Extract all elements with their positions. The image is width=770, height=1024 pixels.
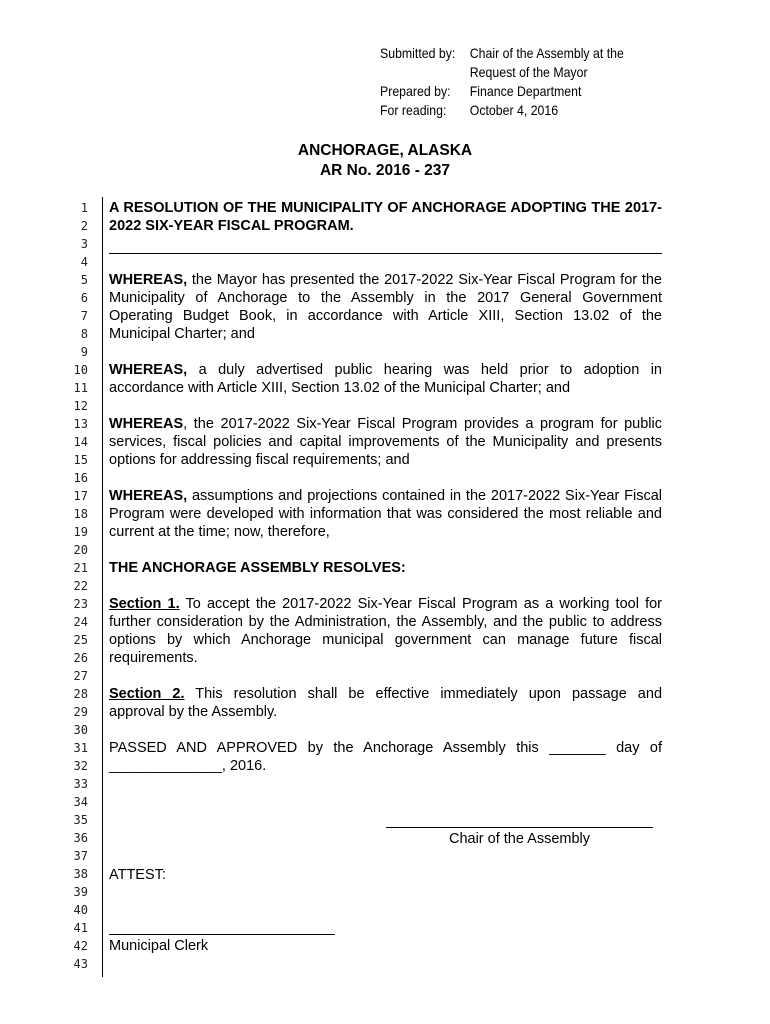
line-number: 10 xyxy=(73,363,88,377)
line-number: 31 xyxy=(73,741,88,755)
line-number: 8 xyxy=(80,327,88,341)
line-number: 14 xyxy=(73,435,88,449)
prepared-by-label: Prepared by: xyxy=(380,83,451,99)
line-number: 37 xyxy=(73,849,88,863)
whereas-1-line-1: WHEREAS, the Mayor has presented the 2017-2022 Six-Year Fiscal Program for the xyxy=(109,272,662,288)
chair-signature-line xyxy=(386,827,653,828)
clerk-signature-line xyxy=(109,934,335,935)
for-reading-label: For reading: xyxy=(380,102,447,118)
line-number: 15 xyxy=(73,453,88,467)
attest-label: ATTEST: xyxy=(109,867,166,883)
line-number: 33 xyxy=(73,777,88,791)
submission-header xyxy=(380,44,624,120)
line-number: 29 xyxy=(73,705,88,719)
line-number: 36 xyxy=(73,831,88,845)
line-number: 27 xyxy=(73,669,88,683)
submitted-by-label: Submitted by: xyxy=(380,45,456,61)
section-2-line-2: approval by the Assembly. xyxy=(109,704,278,720)
chair-label: Chair of the Assembly xyxy=(448,831,591,847)
whereas-4-line-3: current at the time; now, therefore, xyxy=(109,524,330,540)
line-number: 9 xyxy=(80,345,88,359)
line-number: 7 xyxy=(80,309,88,323)
line-number: 32 xyxy=(73,759,88,773)
whereas-1-line-2: Municipality of Anchorage to the Assembly in the 2017 General Government xyxy=(109,290,662,306)
line-number: 24 xyxy=(73,615,88,629)
whereas-3-line-1: WHEREAS, the 2017-2022 Six-Year Fiscal Program provides a program for public xyxy=(109,416,662,432)
whereas-3-line-2: services, fiscal policies and capital improvements of the Municipality and presents xyxy=(109,434,662,450)
line-number: 6 xyxy=(80,291,88,305)
line-number: 11 xyxy=(73,381,88,395)
line-number: 3 xyxy=(80,237,88,251)
whereas-4-line-2: Program were developed with information that was considered the most reliable and xyxy=(109,506,662,522)
line-number: 19 xyxy=(73,525,88,539)
line-number: 30 xyxy=(73,723,88,737)
section-1-line-1: Section 1. To accept the 2017-2022 Six-Year Fiscal Program as a working tool for xyxy=(109,596,662,612)
clerk-label: Municipal Clerk xyxy=(109,938,209,954)
section-2-line-1: Section 2. This resolution shall be effective immediately upon passage and xyxy=(109,686,663,702)
line-number: 5 xyxy=(80,273,88,287)
line-number: 1 xyxy=(80,201,88,215)
section-1-line-3: options by which Anchorage municipal government can manage future fiscal xyxy=(109,632,662,648)
line-number: 42 xyxy=(73,939,88,953)
line-number: 16 xyxy=(73,471,88,485)
line-number: 35 xyxy=(73,813,88,827)
line-number: 18 xyxy=(73,507,88,521)
whereas-1-line-3: Operating Budget Book, in accordance with Article XIII, Section 13.02 of the xyxy=(109,308,662,324)
section-1-line-2: further consideration by the Administration, the Assembly, and the public to address xyxy=(109,614,662,630)
line-number: 13 xyxy=(73,417,88,431)
resolution-body xyxy=(109,199,662,775)
line-number: 41 xyxy=(73,921,88,935)
line-number: 25 xyxy=(73,633,88,647)
line-number: 26 xyxy=(73,651,88,665)
for-reading-value: October 4, 2016 xyxy=(469,102,559,118)
whereas-3-line-3: options for addressing fiscal requirements; and xyxy=(109,452,410,468)
line-number: 20 xyxy=(73,543,88,557)
document-title xyxy=(0,141,770,181)
resolves-heading: THE ANCHORAGE ASSEMBLY RESOLVES: xyxy=(109,560,406,576)
whereas-2-line-1: WHEREAS, a duly advertised public hearing was held prior to adoption in xyxy=(109,362,662,378)
resolution-title-line-1: A RESOLUTION OF THE MUNICIPALITY OF ANCHORAGE ADOPTING THE 2017- xyxy=(109,200,662,216)
margin-rule xyxy=(102,197,103,977)
line-number: 43 xyxy=(73,957,88,971)
line-number: 4 xyxy=(80,255,88,269)
line-number: 40 xyxy=(73,903,88,917)
resolution-title-line-2: 2022 SIX-YEAR FISCAL PROGRAM. xyxy=(109,218,354,234)
line-number: 34 xyxy=(73,795,88,809)
passed-line-2: ______________, 2016. xyxy=(109,758,267,774)
line-number: 2 xyxy=(80,219,88,233)
whereas-1-line-4: Municipal Charter; and xyxy=(109,326,255,342)
whereas-2-line-2: accordance with Article XIII, Section 13.02 of the Municipal Charter; and xyxy=(109,380,571,396)
passed-line-1: PASSED AND APPROVED by the Anchorage Assembly this _______ day of xyxy=(109,740,662,756)
title-ar-number: AR No. 2016 - 237 xyxy=(319,162,451,179)
line-numbers xyxy=(66,199,88,973)
line-number: 39 xyxy=(73,885,88,899)
title-city: ANCHORAGE, ALASKA xyxy=(297,142,473,159)
submitted-by-value-2: Request of the Mayor xyxy=(469,64,588,80)
line-number: 38 xyxy=(73,867,88,881)
whereas-4-line-1: WHEREAS, assumptions and projections contained in the 2017-2022 Six-Year Fiscal xyxy=(109,488,662,504)
title-underline xyxy=(109,253,662,254)
line-number: 17 xyxy=(73,489,88,503)
line-number: 28 xyxy=(73,687,88,701)
line-number: 22 xyxy=(73,579,88,593)
line-number: 23 xyxy=(73,597,88,611)
submitted-by-value-1: Chair of the Assembly at the xyxy=(469,45,624,61)
line-number: 12 xyxy=(73,399,88,413)
prepared-by-value: Finance Department xyxy=(469,83,582,99)
section-1-line-4: requirements. xyxy=(109,650,198,666)
line-number: 21 xyxy=(73,561,88,575)
